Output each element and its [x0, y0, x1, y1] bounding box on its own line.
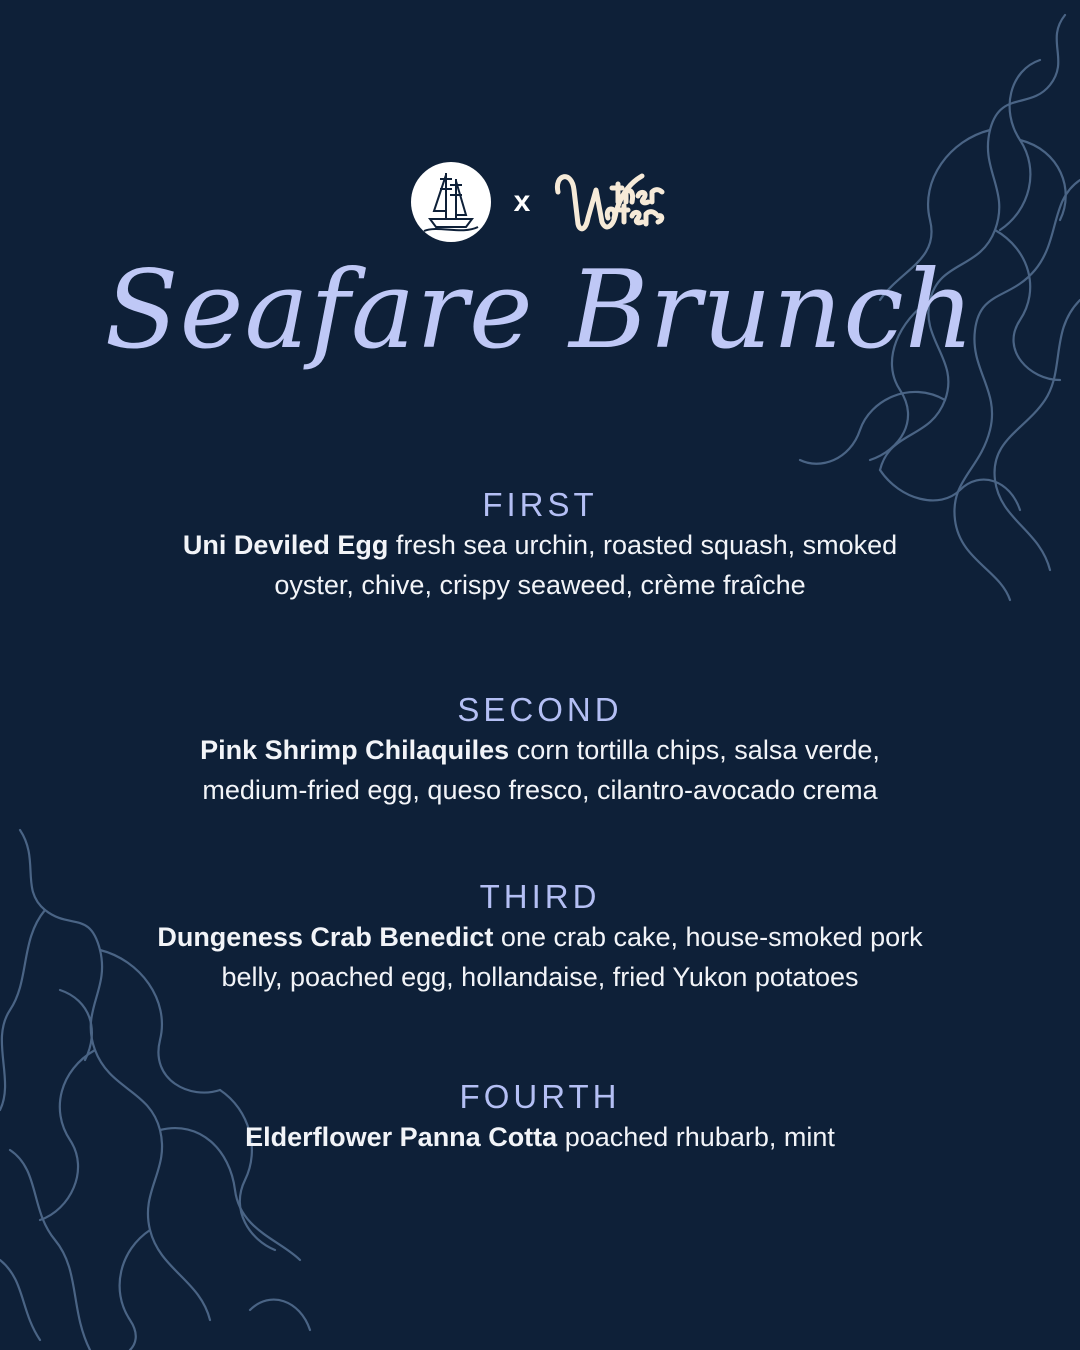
dish-name: Elderflower Panna Cotta: [245, 1122, 558, 1152]
dish-ingredients: corn tortilla chips, salsa verde, medium-fried egg, queso fresco, cilantro-avocado crema: [202, 735, 880, 805]
course-heading: FIRST: [482, 486, 598, 523]
course-heading: SECOND: [457, 691, 623, 728]
logo-lockup: [0, 160, 1080, 244]
dish-name: Dungeness Crab Benedict: [157, 922, 494, 952]
course-second: [150, 690, 930, 810]
course-fourth: [150, 1077, 930, 1157]
dish-ingredients: poached rhubarb, mint: [564, 1122, 835, 1152]
course-heading: FOURTH: [459, 1078, 621, 1115]
dish-name: Pink Shrimp Chilaquiles: [200, 735, 510, 765]
course-third: [150, 877, 930, 997]
dish-ingredients: one crab cake, house-smoked pork belly, poached egg, hollandaise, fried Yukon potatoes: [221, 922, 923, 992]
course-description: [150, 917, 930, 997]
menu-title: Seafare Brunch: [104, 248, 976, 373]
winter-waters-logo-icon: [552, 162, 670, 242]
course-description: [150, 730, 930, 810]
dish-ingredients: fresh sea urchin, roasted squash, smoked oyster, chive, crispy seaweed, crème fraîche: [274, 530, 898, 600]
course-first: [150, 485, 930, 605]
course-heading: THIRD: [479, 878, 601, 915]
course-description: [150, 1117, 930, 1157]
sailboat-logo-icon: [410, 161, 492, 243]
dish-name: Uni Deviled Egg: [182, 530, 389, 560]
course-description: [150, 525, 930, 605]
logo-separator: x: [513, 185, 531, 218]
